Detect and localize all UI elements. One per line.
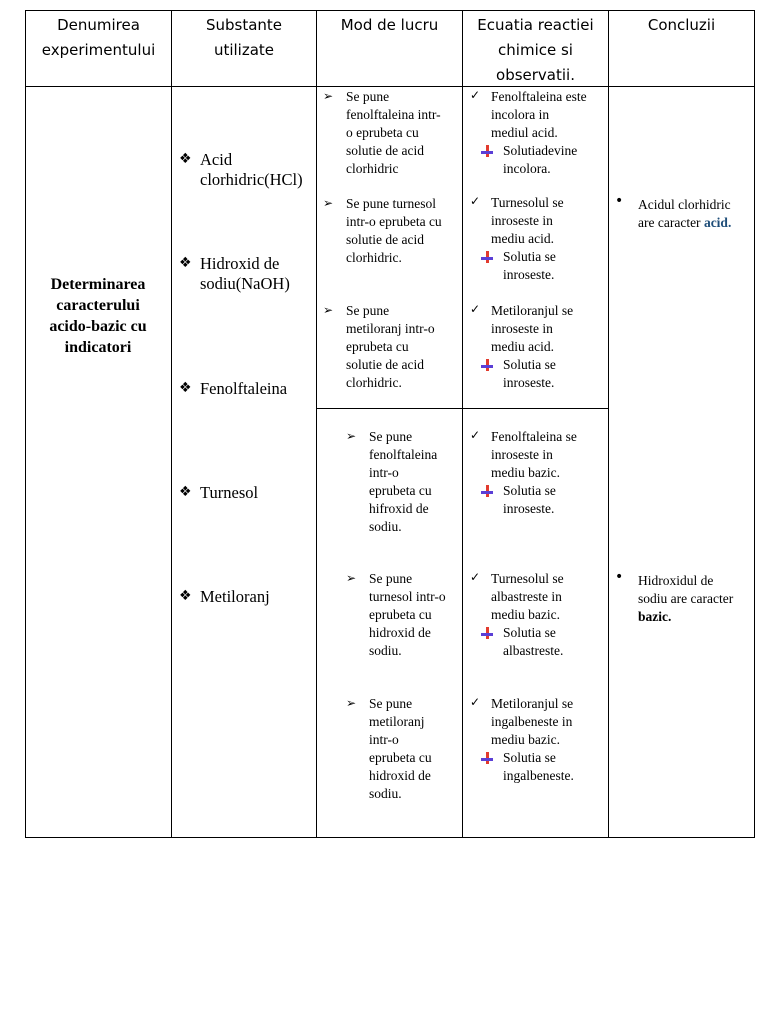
conclusion-base-emphasis: bazic. (638, 609, 672, 624)
column-divider-2 (316, 10, 317, 838)
checkmark-icon: ✓ (470, 194, 481, 208)
arrow-bullet-icon: ➢ (323, 89, 334, 103)
observation-base-result: Solutia se inroseste. (503, 483, 556, 516)
diamond-bullet-icon: ❖ (179, 588, 192, 604)
diamond-bullet-icon: ❖ (179, 255, 192, 271)
cross-bullet-icon (481, 251, 493, 263)
method-base-step: Se pune turnesol intr-o eprubeta cu hidroxid de sodiu. (369, 571, 446, 658)
observation-acid-result: Solutia se inroseste. (503, 249, 556, 282)
checkmark-icon: ✓ (470, 88, 481, 102)
method-base-step: Se pune metiloranj intr-o eprubeta cu hidroxid de sodiu. (369, 696, 432, 801)
observation-acid-result: Solutiadevine incolora. (503, 143, 578, 176)
experiment-table (25, 10, 755, 838)
observation-acid: Turnesolul se inroseste in mediu acid. (491, 195, 564, 246)
observation-acid-result: Solutia se inroseste. (503, 357, 556, 390)
observation-base: Metiloranjul se ingalbeneste in mediu bazic. (491, 696, 574, 747)
header-equation-observations: Ecuatia reactiei chimice si observatii. (477, 16, 594, 84)
substance-item: Hidroxid de sodiu(NaOH) (200, 254, 290, 293)
column-divider-4 (608, 10, 609, 838)
observation-base: Turnesolul se albastreste in mediu bazic. (491, 571, 564, 622)
checkmark-icon: ✓ (470, 302, 481, 316)
header-substances: Substante utilizate (205, 16, 283, 59)
checkmark-icon: ✓ (470, 695, 481, 709)
method-acid-step: Se pune turnesol intr-o eprubeta cu solutie de acid clorhidric. (346, 196, 442, 265)
cross-bullet-icon (481, 359, 493, 371)
header-experiment-name: Denumirea experimentului (41, 16, 156, 59)
checkmark-icon: ✓ (470, 428, 481, 442)
diamond-bullet-icon: ❖ (179, 484, 192, 500)
cross-bullet-icon (481, 485, 493, 497)
substance-item: Acid clorhidric(HCl) (200, 150, 303, 189)
acid-base-divider (316, 408, 609, 409)
conclusion-acid-emphasis: acid. (703, 215, 732, 230)
header-divider (25, 86, 755, 87)
substance-item: Fenolftaleina (200, 379, 288, 398)
column-divider-1 (171, 10, 172, 838)
table-border-right (754, 10, 755, 838)
substance-item: Turnesol (200, 483, 259, 502)
observation-acid: Metiloranjul se inroseste in mediu acid. (491, 303, 574, 354)
experiment-name: Determinarea caracterului acido-bazic cu indicatori (49, 276, 147, 356)
cross-bullet-icon (481, 627, 493, 639)
diamond-bullet-icon: ❖ (179, 151, 192, 167)
arrow-bullet-icon: ➢ (323, 196, 334, 210)
arrow-bullet-icon: ➢ (346, 429, 357, 443)
method-base-step: Se pune fenolftaleina intr-o eprubeta cu hifroxid de sodiu. (369, 429, 438, 534)
checkmark-icon: ✓ (470, 570, 481, 584)
observation-base: Fenolftaleina se inroseste in mediu bazic. (491, 429, 577, 480)
table-border-bottom (25, 837, 755, 838)
conclusion-acid: Acidul clorhidric are caracter acid. (638, 197, 732, 230)
arrow-bullet-icon: ➢ (346, 571, 357, 585)
arrow-bullet-icon: ➢ (346, 696, 357, 710)
diamond-bullet-icon: ❖ (179, 380, 192, 396)
substance-item: Metiloranj (200, 587, 270, 606)
column-divider-3 (462, 10, 463, 838)
table-border-left (25, 10, 26, 838)
cross-bullet-icon (481, 145, 493, 157)
cross-bullet-icon (481, 752, 493, 764)
header-conclusions: Concluzii (647, 16, 716, 34)
arrow-bullet-icon: ➢ (323, 303, 334, 317)
method-acid-step: Se pune metiloranj intr-o eprubeta cu solutie de acid clorhidric. (346, 303, 435, 390)
method-acid-step: Se pune fenolftaleina intr- o eprubeta cu solutie de acid clorhidric (346, 89, 441, 176)
conclusion-base: Hidroxidul de sodiu are caracter bazic. (638, 572, 752, 626)
observation-base-result: Solutia se albastreste. (503, 625, 564, 658)
header-method: Mod de lucru (340, 16, 439, 34)
observation-acid: Fenolftaleina este incolora in mediul acid. (491, 89, 587, 140)
observation-base-result: Solutia se ingalbeneste. (503, 750, 574, 783)
bullet-icon: • (615, 569, 624, 585)
bullet-icon: • (615, 193, 624, 209)
